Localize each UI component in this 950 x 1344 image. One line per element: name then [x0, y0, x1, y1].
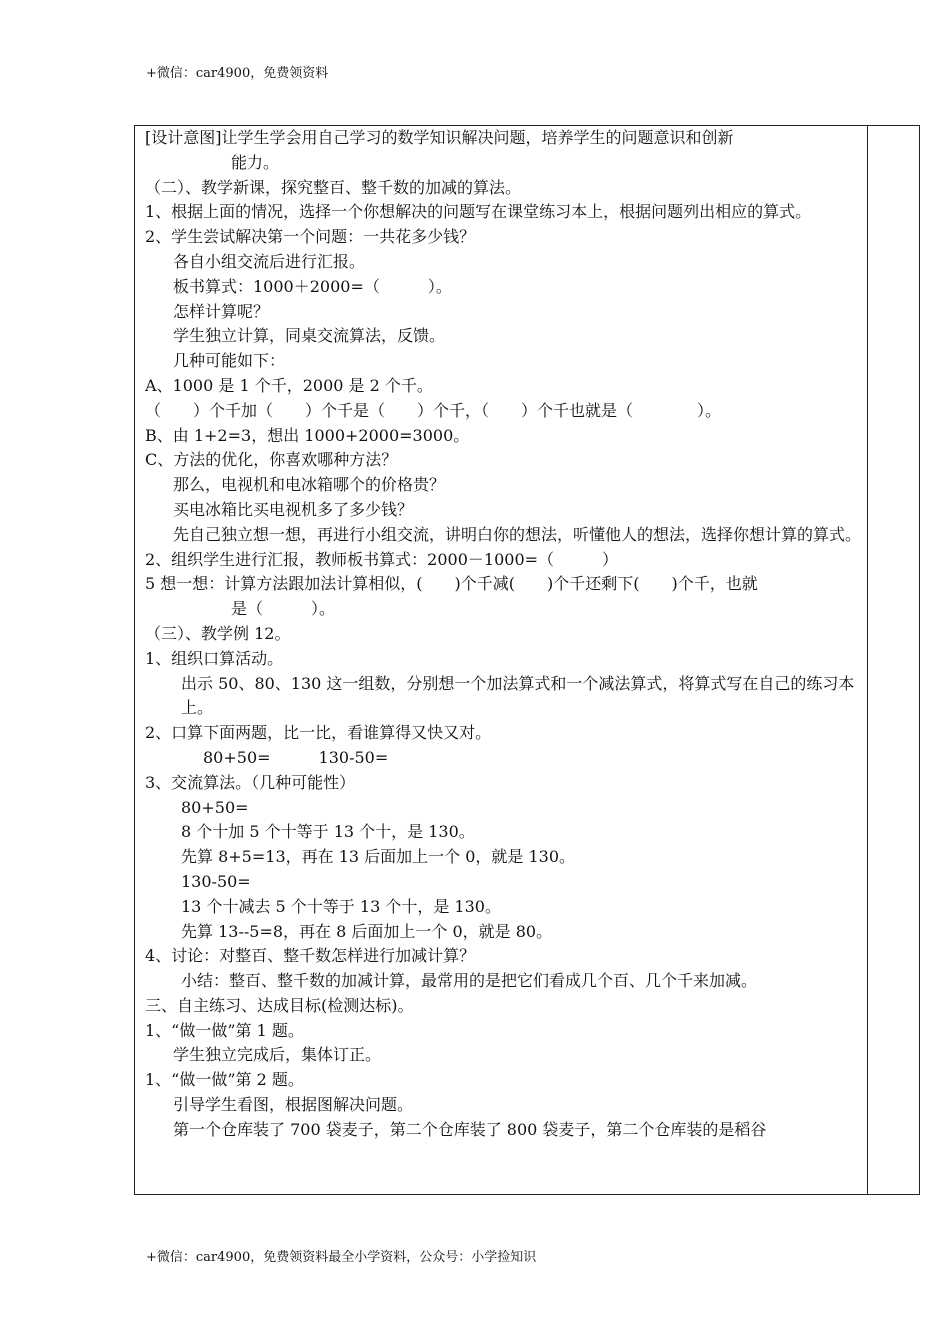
- step-oral-activity: 1、组织口算活动。: [145, 648, 284, 668]
- text-line: 各自小组交流后进行汇报。: [173, 251, 366, 271]
- text-line: 先算 13--5=8，再在 8 后面加上一个 0，就是 80。: [181, 921, 553, 941]
- think-continuation: 是（ ）。: [231, 599, 336, 619]
- page-footer: +微信：car4900，免费领资料最全小学资料，公众号：小学捡知识: [146, 1250, 537, 1265]
- step-discuss: 4、讨论：对整百、整千数怎样进行加减计算？: [145, 946, 476, 966]
- text-line: 几种可能如下：: [173, 351, 286, 371]
- text-line: 买电冰箱比买电视机多了多少钱？: [173, 499, 414, 519]
- text-paragraph: 先自己独立想一想，再进行小组交流，讲明白你的想法，听懂他人的想法，选择你想计算的算式。: [173, 524, 862, 544]
- step-oral-calc: 2、口算下面两题，比一比，看谁算得又快又对。: [145, 723, 492, 743]
- page-header: +微信：car4900，免费领资料: [146, 66, 329, 81]
- design-intent-continuation: 能力。: [231, 152, 280, 172]
- section-heading-practice: 三、自主练习、达成目标(检测达标)。: [145, 995, 414, 1015]
- think-line: 5 想一想：计算方法跟加法计算相似，( )个千减( )个千还剩下( )个千，也就: [145, 574, 758, 594]
- exercise-2: 1、“做一做”第 2 题。: [145, 1070, 304, 1090]
- text-line: 第一个仓库装了 700 袋麦子，第二个仓库装了 800 袋麦子，第二个仓库装的是稻谷: [173, 1119, 767, 1139]
- fill-blank-line: （ ）个千加（ ）个千是（ ）个千，（ ）个千也就是（ ）。: [145, 400, 722, 420]
- section-heading-2: （二）、教学新课，探究整百、整千数的加减的算法。: [145, 177, 522, 197]
- text-line: 怎样计算呢？: [173, 301, 270, 321]
- step-exchange: 3、交流算法。（几种可能性）: [145, 772, 356, 792]
- formula-line: 80+50=: [181, 797, 249, 817]
- text-line: 先算 8+5=13，再在 13 后面加上一个 0，就是 130。: [181, 847, 576, 867]
- text-line: 学生独立完成后，集体订正。: [173, 1045, 382, 1065]
- text-line: 板书算式：1000＋2000=（ ）。: [173, 276, 452, 296]
- formula-line: 130-50=: [181, 871, 251, 891]
- formula-line: 80+50= 130-50=: [203, 747, 389, 767]
- option-b: B、由 1+2=3，想出 1000+2000=3000。: [145, 425, 470, 445]
- section-heading-3: （三）、教学例 12。: [145, 623, 291, 643]
- summary-line: 小结：整百、整千数的加减计算，最常用的是把它们看成几个百、几个千来加减。: [181, 971, 758, 991]
- table-column-divider: [867, 126, 868, 1194]
- exercise-1: 1、“做一做”第 1 题。: [145, 1020, 304, 1040]
- design-intent-line: [设计意图]让学生学会用自己学习的数学知识解决问题，培养学生的问题意识和创新: [145, 128, 734, 147]
- text-line: 学生独立计算，同桌交流算法，反馈。: [173, 326, 446, 346]
- lesson-content: [145, 126, 867, 1143]
- step-1: 1、根据上面的情况，选择一个你想解决的问题写在课堂练习本上，根据问题列出相应的算式。: [145, 202, 812, 222]
- text-paragraph: 出示 50、80、130 这一组数，分别想一个加法算式和一个减法算式，将算式写在自己的练习本上。: [181, 673, 855, 718]
- option-a: A、1000 是 1 个千，2000 是 2 个千。: [145, 375, 433, 395]
- text-line: 那么，电视机和电冰箱哪个的价格贵？: [173, 475, 446, 495]
- text-line: 引导学生看图，根据图解决问题。: [173, 1095, 414, 1115]
- option-c: C、方法的优化，你喜欢哪种方法？: [145, 450, 398, 470]
- text-line: 13 个十减去 5 个十等于 13 个十，是 130。: [181, 896, 501, 916]
- step-2: 2、学生尝试解决第一个问题：一共花多少钱？: [145, 227, 476, 247]
- text-line: 8 个十加 5 个十等于 13 个十，是 130。: [181, 822, 475, 842]
- step-report: 2、组织学生进行汇报，教师板书算式：2000－1000=（ ）: [145, 549, 619, 569]
